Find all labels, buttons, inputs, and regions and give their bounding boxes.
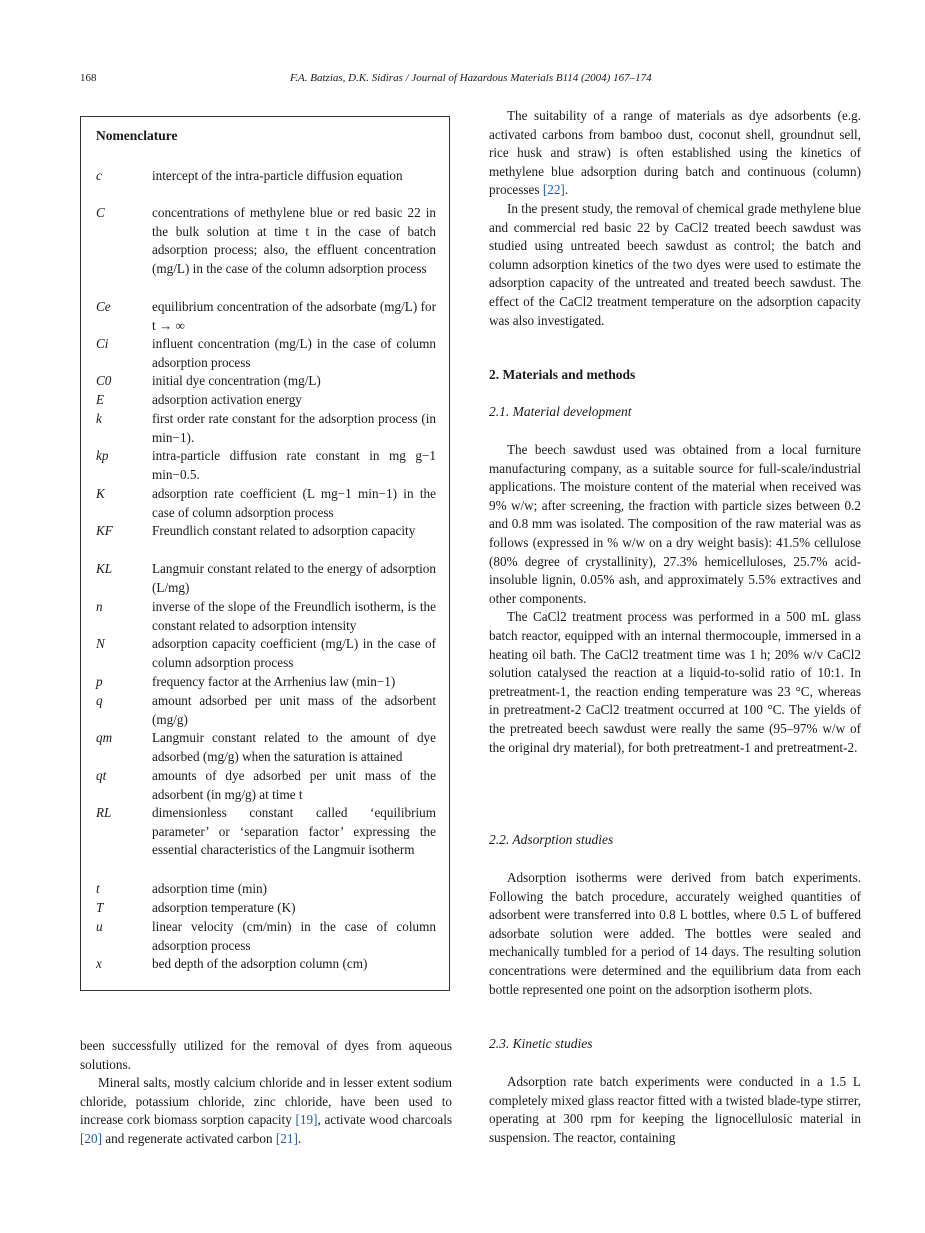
nomenclature-definition: adsorption rate coefficient (L mg−1 min−1) in the case of column adsorption process xyxy=(152,486,436,520)
nomenclature-symbol: q xyxy=(96,693,103,708)
paragraph: been successfully utilized for the removal of dyes from aqueous solutions. xyxy=(80,1038,452,1072)
paragraph: Mineral salts, mostly calcium chloride and in lesser extent sodium chloride, potassium chloride, zinc chloride, have been used to increase cork biomass sorption capacity [19], activate wood charcoals [20] and regenerate activated carbon [21]. xyxy=(80,1075,452,1146)
nomenclature-symbol: E xyxy=(96,392,105,407)
running-title: F.A. Batzias, D.K. Sidiras / Journal of Hazardous Materials B114 (2004) 167–174 xyxy=(290,72,652,84)
nomenclature-definition: dimensionless constant called ‘equilibrium parameter’ or ‘separation factor’ expressing the essential characteristics of the Langmuir isotherm xyxy=(152,805,436,858)
nomenclature-definition: equilibrium concentration of the adsorbate (mg/L) for t → ∞ xyxy=(152,299,436,333)
section-2-2-text xyxy=(489,869,861,999)
nomenclature-definition: amounts of dye adsorbed per unit mass of the adsorbent (in mg/g) at time t xyxy=(152,768,436,802)
nomenclature-symbol: Ce xyxy=(96,299,111,314)
nomenclature-symbol: Ci xyxy=(96,336,109,351)
nomenclature-definition: bed depth of the adsorption column (cm) xyxy=(152,956,368,971)
section-2-1-text xyxy=(489,441,861,757)
nomenclature-definition: frequency factor at the Arrhenius law (min−1) xyxy=(152,674,396,689)
nomenclature-definition: Freundlich constant related to adsorption capacity xyxy=(152,523,416,538)
paragraph: The CaCl2 treatment process was performed in a 500 mL glass batch reactor, equipped with an internal thermocouple, immersed in a heating oil bath. The CaCl2 treatment time was 1 h; 20% w/v CaCl2 solution catalysed the reaction at a liquid-to-solid ratio of 10:1. In pretreatment-1, the reaction ending temperature was 23 °C, whereas in pretreatment-2 CaCl2 treatment occurred at 100 °C. The yields of the pretreated beech sawdust were really the same (95–97% w/w of the original dry material), for both pretreatment-1 and pretreatment-2. xyxy=(489,609,861,755)
citation-link[interactable]: [22] xyxy=(542,182,565,198)
nomenclature-definition: influent concentration (mg/L) in the case of column adsorption process xyxy=(152,336,436,370)
nomenclature-symbol: K xyxy=(96,486,105,501)
nomenclature-definition: linear velocity (cm/min) in the case of column adsorption process xyxy=(152,919,436,953)
nomenclature-symbol: C xyxy=(96,205,105,220)
nomenclature-definition: intercept of the intra-particle diffusion equation xyxy=(152,168,403,183)
nomenclature-definition: amount adsorbed per unit mass of the adsorbent (mg/g) xyxy=(152,693,436,727)
paragraph: In the present study, the removal of chemical grade methylene blue and commercial red basic 22 by CaCl2 treated beech sawdust was studied using untreated beech sawdust as control; the batch and column adsorption kinetics of the two dyes were used to estimate the adsorption capacity of the untreated and treated beech sawdust. The effect of the CaCl2 treatment temperature on the adsorption capacity was also investigated. xyxy=(489,200,861,328)
nomenclature-symbol: KF xyxy=(96,523,113,538)
nomenclature-symbol: T xyxy=(96,900,104,915)
left-column-text xyxy=(80,1037,452,1149)
nomenclature-definition: intra-particle diffusion rate constant in mg g−1 min−0.5. xyxy=(152,448,436,482)
nomenclature-title: Nomenclature xyxy=(96,128,178,143)
subsection-heading: 2.2. Adsorption studies xyxy=(489,832,614,847)
nomenclature-definition: adsorption time (min) xyxy=(152,881,268,896)
nomenclature-symbol: t xyxy=(96,881,100,896)
nomenclature-symbol: k xyxy=(96,411,102,426)
nomenclature-symbol: N xyxy=(96,636,105,651)
section-heading: 2. Materials and methods xyxy=(489,367,636,382)
nomenclature-symbol: KL xyxy=(96,561,113,576)
nomenclature-definition: adsorption capacity coefficient (mg/L) in the case of column adsorption process xyxy=(152,636,436,670)
nomenclature-symbol: x xyxy=(96,956,102,971)
right-column-intro xyxy=(489,107,861,330)
nomenclature-symbol: qt xyxy=(96,768,107,783)
nomenclature-symbol: C0 xyxy=(96,373,112,388)
citation-link[interactable]: [20] xyxy=(80,1130,102,1146)
nomenclature-symbol: qm xyxy=(96,730,113,745)
nomenclature-definition: adsorption activation energy xyxy=(152,392,302,407)
nomenclature-symbol: c xyxy=(96,168,102,183)
citation-link[interactable]: [19] xyxy=(295,1112,318,1128)
nomenclature-definition: concentrations of methylene blue or red basic 22 in the bulk solution at time t in the case of batch adsorption process; also, the effluent concentration (mg/L) in the case of the column adsorption process xyxy=(152,205,436,276)
nomenclature-symbol: u xyxy=(96,919,103,934)
nomenclature-definition: inverse of the slope of the Freundlich isotherm, is the constant related to adsorption intensity xyxy=(152,599,436,633)
nomenclature-box xyxy=(80,116,450,991)
subsection-heading: 2.3. Kinetic studies xyxy=(489,1036,593,1051)
paragraph: The beech sawdust used was obtained from a local furniture manufacturing company, as a suitable source for full-scale/industrial applications. The moisture content of the material when received was 9% w/w; after screening, the fraction with particle sizes between 0.2 and 0.8 mm was isolated. The composition of the raw material was as follows (expressed in % w/w on a dry weight basis): 41.5% cellulose (80% degree of crystallinity), 27.3% hemicelluloses, 25.7% acid-insoluble lignin, 0.05% ash, and approximately 5.5% extractives and other components. xyxy=(489,442,861,606)
paragraph: The suitability of a range of materials as dye adsorbents (e.g. activated carbons from bamboo dust, coconut shell, groundnut sell, rice husk and straw) is often established using the kinetics of methylene blue adsorption during batch and continuous (column) processes [22]. xyxy=(489,108,861,198)
nomenclature-symbol: p xyxy=(96,674,103,689)
page-number: 168 xyxy=(80,72,97,84)
nomenclature-symbol: n xyxy=(96,599,103,614)
subsection-heading: 2.1. Material development xyxy=(489,404,632,419)
nomenclature-definition: initial dye concentration (mg/L) xyxy=(152,373,321,388)
nomenclature-symbol: kp xyxy=(96,448,109,463)
nomenclature-definition: adsorption temperature (K) xyxy=(152,900,296,915)
nomenclature-definition: Langmuir constant related to the energy of adsorption (L/mg) xyxy=(152,561,436,595)
nomenclature-definition: Langmuir constant related to the amount of dye adsorbed (mg/g) when the saturation is attained xyxy=(152,730,436,764)
nomenclature-symbol: RL xyxy=(96,805,112,820)
citation-link[interactable]: [21] xyxy=(275,1130,298,1146)
paragraph: Adsorption rate batch experiments were conducted in a 1.5 L completely mixed glass reactor fitted with a twisted blade-type stirrer, operating at 300 rpm for keeping the lignocellulosic material in suspension. The reactor, containing xyxy=(489,1074,861,1145)
paragraph: Adsorption isotherms were derived from batch experiments. Following the batch procedure, accurately weighed quantities of adsorbent were transferred into 0.8 L bottles, where 0.5 L of buffered adsorbate solution were added. The bottles were sealed and mechanically tumbled for a period of 14 days. The resulting solution concentrations were determined and the equilibrium data from each bottle represented one point on the adsorption isotherm plots. xyxy=(489,870,861,997)
section-2-3-text xyxy=(489,1073,861,1147)
nomenclature-definition: first order rate constant for the adsorption process (in min−1). xyxy=(152,411,436,445)
